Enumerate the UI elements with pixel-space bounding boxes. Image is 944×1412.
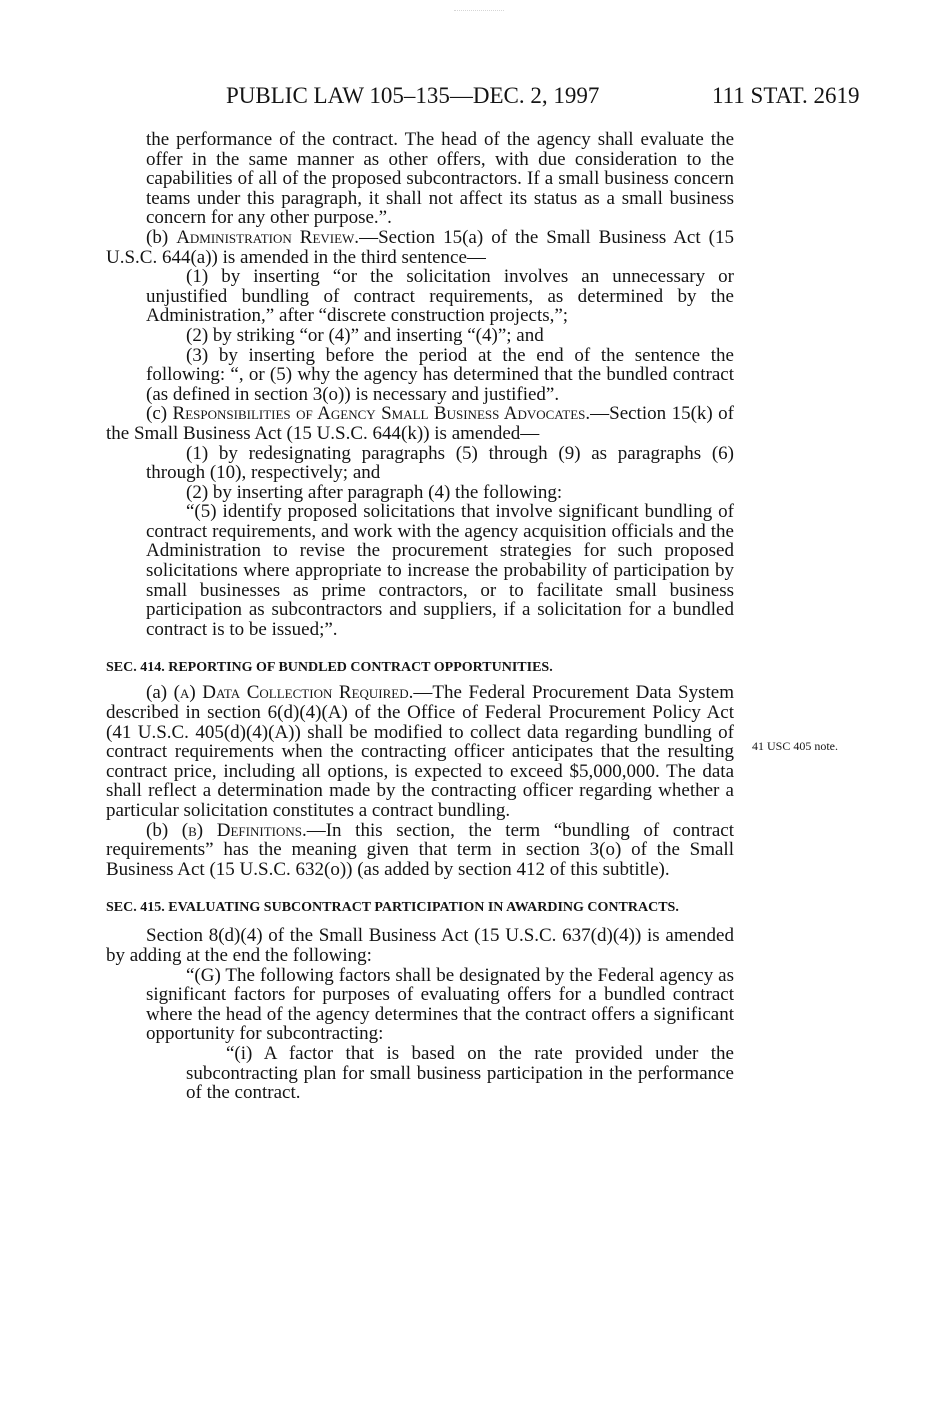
running-head xyxy=(0,79,944,113)
section-414-a-text: —The Federal Procurement Data System described in section 6(d)(4)(A) of the Office of Federal Procurement Policy Act (41 U.S.C. 405(d)(4)(A)) shall be modified to collect data regarding bundling of contract requirements when the contracting officer anticipates that the resulting contract price, including all options, is expected to exceed $5,000,000. The data shall reflect a determination made by the contracting officer regarding whether a particular solicitation constitutes a contract bundling. xyxy=(106,682,734,821)
section-415-g: “(G) The following factors shall be designated by the Federal agency as significant factors for purposes of evaluating offers for a bundled contract where the head of the agency determines that the contract offers a significant opportunity for subcontracting: xyxy=(146,964,734,1045)
subsection-c-heading: Responsibilities of Agency Small Business Advocates. xyxy=(172,403,591,425)
subsection-b-para-1: (1) by inserting “or the solicitation involves an unnecessary or unjustified bundling of contract requirements, as determined by the Administration,” after “discrete construction projects,”; xyxy=(146,266,734,327)
section-414-b-heading: (b) Definitions. xyxy=(181,819,307,841)
section-415-heading: SEC. 415. EVALUATING SUBCONTRACT PARTICIPATION IN AWARDING CONTRACTS. xyxy=(106,900,679,916)
subsection-b-heading: Administration Review. xyxy=(176,226,360,248)
section-414-a-heading: (a) Data Collection Required. xyxy=(173,682,414,704)
continued-paragraph: the performance of the contract. The head of the agency shall evaluate the offer in the same manner as other offers, with due consideration to the capabilities of all of the proposed subcontractors. If a small business concern teams under this paragraph, it shall not affect its status as a small business concern for any other purpose.”. xyxy=(146,129,734,229)
statute-page-number: 111 STAT. 2619 xyxy=(712,83,860,108)
subsection-b-text: —Section 15(a) of the Small Business Act (15 U.S.C. 644(a)) is amended in the third sentence— xyxy=(106,226,735,268)
subsection-c: (c) Responsibilities of Agency Small Business Advocates.—Section 15(k) of the Small Business Act (15 U.S.C. 644(k)) is amended— xyxy=(106,403,734,444)
margin-note: 41 USC 405 note. xyxy=(752,739,839,753)
body-text xyxy=(106,130,734,1103)
section-414-a: (a) (a) Data Collection Required.—The Federal Procurement Data System described in section 6(d)(4)(A) of the Office of Federal Procurement Policy Act (41 U.S.C. 405(d)(4)(A)) shall be modified to collect data regarding bundling of contract requirements when the contracting officer anticipates that the resulting contract price, including all options, is expected to exceed $5,000,000. The data shall reflect a determination made by the contracting officer regarding whether a particular solicitation constitutes a contract bundling. xyxy=(106,682,734,821)
section-414-b: (b) (b) Definitions.—In this section, the term “bundling of contract requirements” has the meaning given that term in section 3(o) of the Small Business Act (15 U.S.C. 632(o)) (as added by section 412 of this subtitle). xyxy=(106,819,734,880)
scan-specks xyxy=(454,10,504,19)
subsection-c-quoted-paragraph: “(5) identify proposed solicitations that involve significant bundling of contract requirements, and work with the agency acquisition officials and the Administration to revise the procurement strategies for such proposed solicitations where appropriate to increase the probability of participation by small businesses as prime contractors, or to facilitate small business participation as subcontractors and suppliers, if a solicitation for a bundled contract is to be issued;”. xyxy=(146,501,734,640)
subsection-c-para-1: (1) by redesignating paragraphs (5) through (9) as paragraphs (6) through (10), respectively; and xyxy=(146,442,734,484)
subsection-c-para-2: (2) by inserting after paragraph (4) the following: xyxy=(186,481,563,503)
section-415-g-i: “(i) A factor that is based on the rate provided under the subcontracting plan for small business participation in the performance of the contract. xyxy=(186,1042,734,1104)
section-414-b-text: —In this section, the term “bundling of contract requirements” has the meaning given that term in section 3(o) of the Small Business Act (15 U.S.C. 632(o)) (as added by section 412 of this subtitle). xyxy=(106,819,734,880)
subsection-b-para-2: (2) by striking “or (4)” and inserting “(4)”; and xyxy=(186,324,544,346)
subsection-c-text: —Section 15(k) of the Small Business Act (15 U.S.C. 644(k)) is amended— xyxy=(106,403,734,444)
running-head-title: PUBLIC LAW 105–135—DEC. 2, 1997 xyxy=(226,83,600,108)
subsection-b-para-3: (3) by inserting before the period at the end of the sentence the following: “, or (5) why the agency has determined that the bundled contract (as defined in section 3(o)) is necessary and justified”. xyxy=(146,344,734,405)
subsection-b: (b) Administration Review.—Section 15(a) of the Small Business Act (15 U.S.C. 644(a)) is amended in the third sentence— xyxy=(106,226,735,268)
section-414-heading: SEC. 414. REPORTING OF BUNDLED CONTRACT OPPORTUNITIES. xyxy=(106,660,553,676)
section-415-intro: Section 8(d)(4) of the Small Business Act (15 U.S.C. 637(d)(4)) is amended by adding at the end the following: xyxy=(106,925,734,966)
